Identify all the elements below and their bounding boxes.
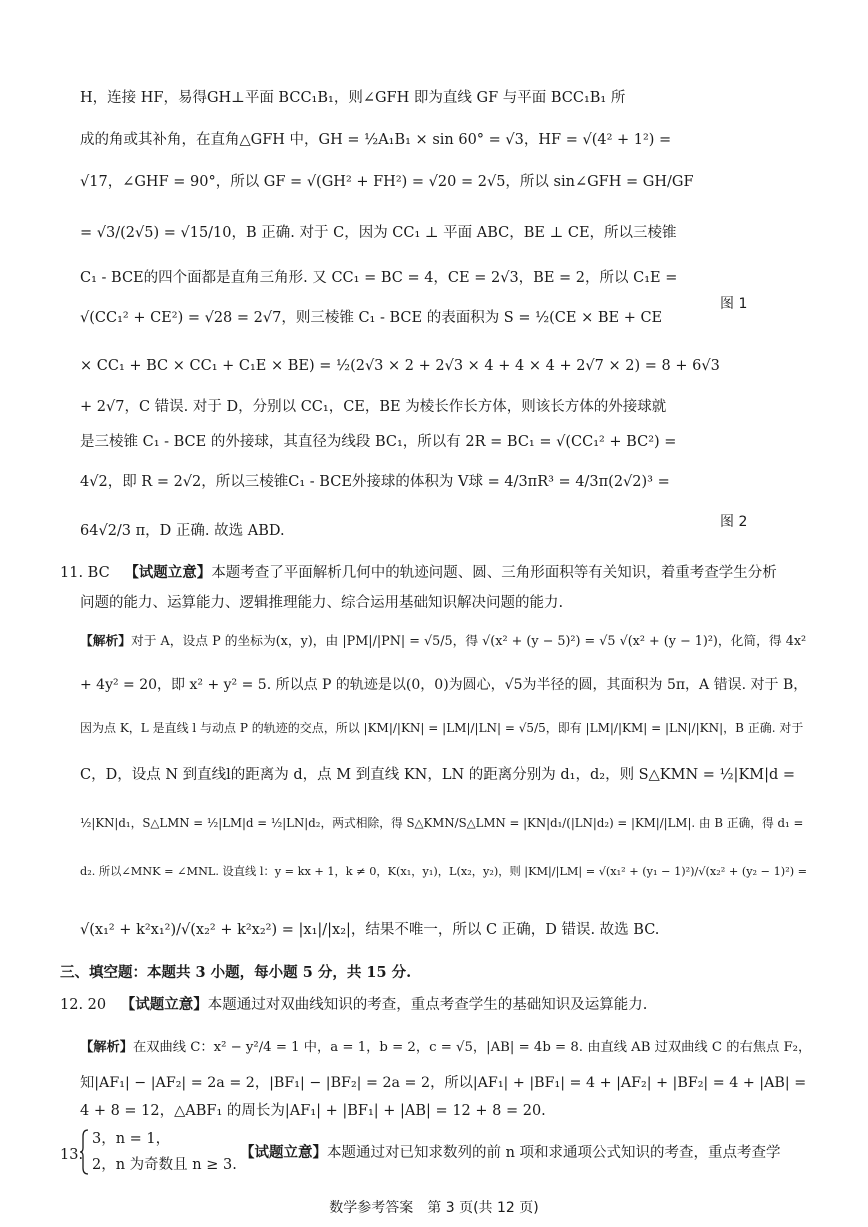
section-heading: 三、填空题：本题共 3 小题，每小题 5 分，共 15 分. [60,964,412,981]
text-line: 成的角或其补角，在直角△GFH 中，GH = ½A₁B₁ × sin 60° = √3，HF = √(4² + 1²) = [80,132,672,148]
text-line: √(CC₁² + CE²) = √28 = 2√7，则三棱锥 C₁ - BCE 的表面积为 S = ½(CE × BE + CE [80,310,663,326]
q13-intent-tag: 【试题立意】 [240,1144,327,1161]
text-line: C₁ - BCE的四个面都是直角三角形. 又 CC₁ = BC = 4，CE = 2√3，BE = 2，所以 C₁E = [80,270,678,286]
text-line: 4√2，即 R = 2√2，所以三棱锥C₁ - BCE外接球的体积为 V球 = 4/3πR³ = 4/3π(2√2)³ = [80,474,670,490]
text-line: C，D，设点 N 到直线l的距离为 d，点 M 到直线 KN，LN 的距离分别为 d₁，d₂，则 S△KMN = ½|KM|d = [80,767,796,783]
q11-intent-text: 本题考查了平面解析几何中的轨迹问题、圆、三角形面积等有关知识，着重考查学生分析 [211,565,777,581]
text-line: + 2√7，C 错误. 对于 D，分别以 CC₁，CE，BE 为棱长作长方体，则该长方体的外接球就 [80,399,667,415]
text-line: ½|KN|d₁，S△LMN = ½|LM|d = ½|LN|d₂，两式相除，得 S△KMN/S△LMN = |KN|d₁/(|LN|d₂) = |KM|/|LM|. 由 B 正确，得 d₁ = [80,816,804,830]
figure-2-label: 图 2 [720,514,748,530]
q12-analysis-first-line [80,1038,811,1058]
text-line: 64√2/3 π，D 正确. 故选 ABD. [80,523,285,539]
q13-case-2: 2，n 为奇数且 n ≥ 3. [92,1157,237,1173]
q11-number-answer: 11. BC [60,565,110,581]
q11-header-line [60,563,777,583]
text-line: √(x₁² + k²x₁²)/√(x₂² + k²x₂²) = |x₁|/|x₂|，结果不唯一，所以 C 正确，D 错误. 故选 BC. [80,922,660,938]
text-line: 在双曲线 C：x² − y²/4 = 1 中，a = 1，b = 2，c = √5，|AB| = 4b = 8. 由直线 AB 过双曲线 C 的右焦点 F₂， [133,1040,812,1055]
q12-intent-text: 本题通过对双曲线知识的考查，重点考查学生的基础知识及运算能力. [207,997,648,1013]
q12-intent-tag: 【试题立意】 [120,996,208,1013]
q11-analysis-tag: 【解析】 [80,634,131,649]
text-line: 对于 A，设点 P 的坐标为(x，y)，由 |PM|/|PN| = √5/5，得 √(x² + (y − 5)²) = √5 √(x² + (y − 1)²)，化简，得 4x² [131,634,807,649]
q13-intent-line [240,1143,781,1163]
text-line: 知|AF₁| − |AF₂| = 2a = 2，|BF₁| − |BF₂| = 2a = 2，所以|AF₁| + |BF₁| = 4 + |AF₂| + |BF₂| = 4 + |AB| = [80,1075,807,1091]
q12-header-line [60,995,647,1015]
q11-analysis-first-line [80,632,806,652]
text-line: × CC₁ + BC × CC₁ + C₁E × BE) = ½(2√3 × 2 + 2√3 × 4 + 4 × 4 + 2√7 × 2) = 8 + 6√3 [80,358,720,374]
page-footer: 数学参考答案 第 3 页(共 12 页) [329,1200,539,1216]
q11-intent-tag: 【试题立意】 [124,564,212,581]
q13-number: 13. [60,1147,84,1163]
text-line: d₂. 所以∠MNK = ∠MNL. 设直线 l：y = kx + 1，k ≠ 0，K(x₁，y₁)，L(x₂，y₂)，则 |KM|/|LM| = √(x₁² + (y₁ − 1)²)/√(x₂² + (y₂ − 1)²) = [80,865,808,878]
text-line: = √3/(2√5) = √15/10，B 正确. 对于 C，因为 CC₁ ⊥ 平面 ABC，BE ⊥ CE，所以三棱锥 [80,225,677,241]
text-line: √17，∠GHF = 90°，所以 GF = √(GH² + FH²) = √20 = 2√5，所以 sin∠GFH = GH/GF [80,174,694,190]
text-line: + 4y² = 20，即 x² + y² = 5. 所以点 P 的轨迹是以(0，0)为圆心，√5为半径的圆，其面积为 5π，A 错误. 对于 B， [80,677,808,693]
text-line: H，连接 HF，易得GH⊥平面 BCC₁B₁，则∠GFH 即为直线 GF 与平面 BCC₁B₁ 所 [80,90,626,106]
left-brace-icon [80,1128,90,1176]
q13-intent-text: 本题通过对已知求数列的前 n 项和求通项公式知识的考查，重点考查学 [327,1145,781,1161]
q12-analysis-tag: 【解析】 [80,1040,134,1055]
text-line: 因为点 K，L 是直线 l 与动点 P 的轨迹的交点，所以 |KM|/|KN| = |LM|/|LN| = √5/5，即有 |LM|/|KM| = |LN|/|KN|，B 正确. 对于 [80,721,804,735]
text-line: 4 + 8 = 12，△ABF₁ 的周长为|AF₁| + |BF₁| + |AB| = 12 + 8 = 20. [80,1103,546,1119]
figure-1-label: 图 1 [720,296,748,312]
q13-case-1: 3，n = 1， [92,1131,171,1147]
q12-number-answer: 12. 20 [60,997,107,1013]
text-line: 问题的能力、运算能力、逻辑推理能力、综合运用基础知识解决问题的能力. [80,595,564,611]
text-line: 是三棱锥 C₁ - BCE 的外接球，其直径为线段 BC₁，所以有 2R = BC₁ = √(CC₁² + BC²) = [80,434,677,450]
